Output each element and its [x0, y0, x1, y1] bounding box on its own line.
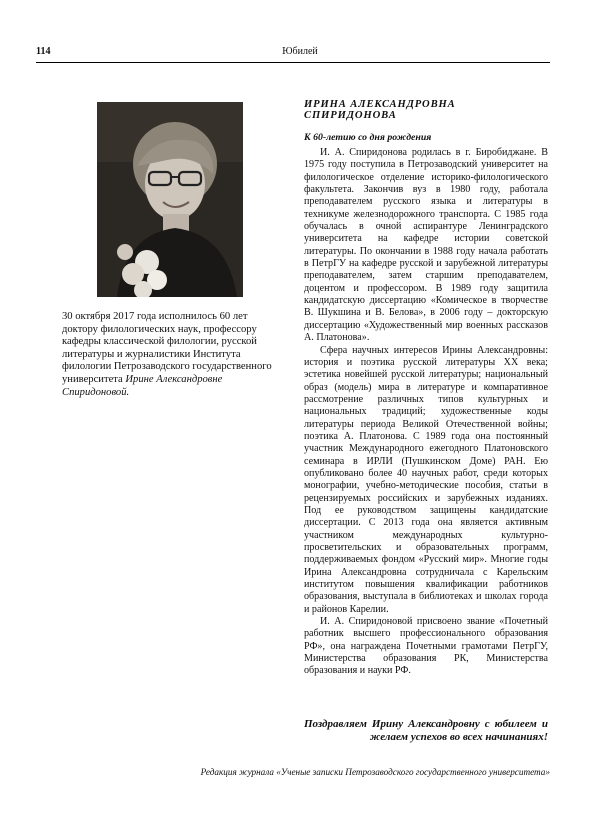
page-number: 114: [36, 46, 51, 57]
photo-caption: [62, 311, 280, 399]
header-rule: [36, 62, 550, 63]
editorial-footer: Редакция журнала «Ученые записки Петрозаводского государственного университета»: [200, 767, 550, 777]
article-paragraph: И. А. Спиридоновой присвоено звание «Почетный работник высшего профессионального образования РФ», она награждена Почетными грамотами ПетрГУ, Министерства образования РК, Министерства образования и науки РФ.: [304, 616, 548, 677]
article-paragraph: И. А. Спиридонова родилась в г. Биробиджане. В 1975 году поступила в Петрозаводский университет на филологическое отделение историко-филологического факультета. Закончив вуз в 1980 году, работала преподавателем русского языка и литературы в техникуме железнодорожного транспорта. С 1985 года обучалась в очной аспирантуре Ленинградского университета на кафедре истории советской литературы. По окончании в 1988 году начала работать в ПетрГУ на кафедре русской и зарубежной литературы преподавателем, затем старшим преподавателем, доцентом и профессором. В 1989 году защитила кандидатскую диссертацию «Комическое в творчестве В. Шукшина и В. Белова», в 2006 году – докторскую диссертацию «Художественный мир военных рассказов А. Платонова».: [304, 147, 548, 344]
caption-text: 30 октября 2017 года исполнилось 60 лет доктору филологических наук, профессору кафедры классической филологии, русской литературы и журналистики Института филологии Петрозаводского государственного университета: [62, 311, 272, 385]
greeting: Поздравляем Ирину Александровну с юбилеем и желаем успехов во всех начинаниях!: [304, 718, 548, 743]
article-paragraph: Сфера научных интересов Ирины Александровны: история и поэтика русской литературы XX века; эстетика новейшей русской литературы; национальный образ (модель) мира в литературе и компаративное рассмотрение различных типов культурных и национальных традиций; художественные коды литературы периода Великой Отечественной войны; поэтика А. Платонова. С 1989 года она постоянный участник Международного ежегодного Платоновского семинара в ИРЛИ (Пушкинском Доме) РАН. Ею опубликовано более 40 научных работ, среди которых монографии, учебно-методические пособия, статьи в рецензируемых российских и зарубежных изданиях. Под ее руководством защищены кандидатские диссертации. С 2013 года она является активным участником международных культурно-просветительских и образовательных программ, поддерживаемых фондом «Русский мир». Многие годы Ирина Александровна сотрудничала с Карельским институтом повышения квалификации работников образования, выступала в библиотеках и школах города и районов Карелии.: [304, 344, 548, 615]
article-subtitle: К 60-летию со дня рождения: [304, 132, 432, 143]
portrait-photo: [97, 102, 243, 297]
running-header: Юбилей: [282, 46, 318, 57]
article-column: [304, 99, 548, 678]
article-title: ИРИНА АЛЕКСАНДРОВНА СПИРИДОНОВА: [304, 99, 456, 121]
caption-name: Ирине Александровне Спиридоновой.: [62, 373, 223, 398]
